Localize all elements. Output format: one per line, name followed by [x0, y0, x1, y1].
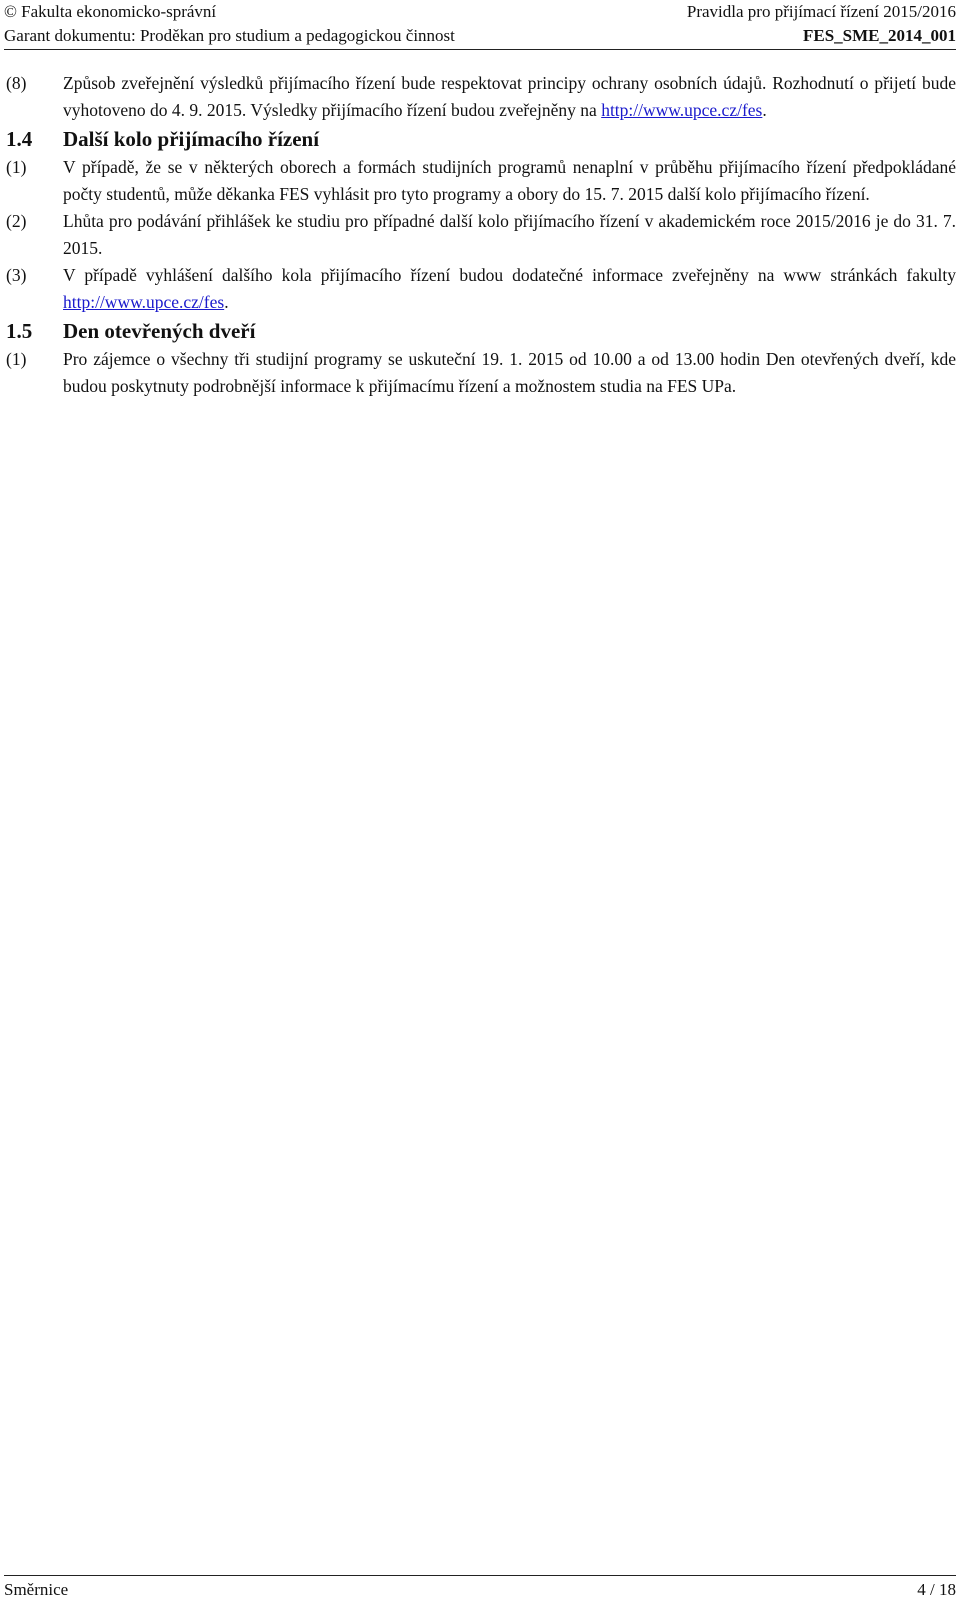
section-1-5-item-1 [6, 346, 956, 400]
header-document-title: Pravidla pro přijímací řízení 2015/2016 [686, 2, 956, 21]
section-title: Další kolo přijímacího řízení [63, 127, 320, 151]
footer-document-type: Směrnice [4, 1580, 69, 1599]
paragraph-number: (2) [6, 211, 27, 231]
header-row-2 [4, 24, 956, 48]
header-guarantor: Garant dokumentu: Proděkan pro studium a pedagogickou činnost [4, 26, 455, 45]
page-footer [4, 1575, 956, 1603]
paragraph-text-after: . [224, 292, 229, 312]
paragraph-text-before: Způsob zveřejnění výsledků přijímacího řízení bude respektovat principy ochrany osobních údajů. Rozhodnutí o přijetí bude vyhotoveno do 4. 9. 2015. Výsledky přijímacího řízení budou zveřejněny na [63, 73, 956, 120]
paragraph-number: (1) [6, 157, 27, 177]
page-header [4, 0, 956, 50]
paragraph-text [63, 70, 956, 124]
section-number: 1.4 [6, 127, 33, 151]
section-number: 1.5 [6, 319, 33, 343]
paragraph-number: (3) [6, 265, 27, 285]
page-number: 4 / 18 [917, 1580, 956, 1599]
header-document-code: FES_SME_2014_001 [802, 26, 956, 45]
section-1-4-item-3 [6, 262, 956, 316]
paragraph-text: Lhůta pro podávání přihlášek ke studiu pro případné další kolo přijímacího řízení v akademickém roce 2015/2016 je do 31. 7. 2015. [63, 211, 956, 258]
paragraph-text: V případě, že se v některých oborech a formách studijních programů nenaplní v průběhu přijímacího řízení předpokládané počty studentů, může děkanka FES vyhlásit pro tyto programy a obory do 15. 7. 2015 další kolo přijímacího řízení. [63, 157, 956, 204]
section-title: Den otevřených dveří [63, 319, 256, 343]
section-1-4-item-2 [6, 208, 956, 262]
paragraph-number: (8) [6, 73, 27, 93]
section-heading-1-5 [6, 316, 956, 346]
document-body [6, 70, 956, 400]
paragraph-text [63, 262, 956, 316]
paragraph-text-after: . [762, 100, 767, 120]
paragraph-text: Pro zájemce o všechny tři studijní programy se uskuteční 19. 1. 2015 od 10.00 a od 13.00 hodin Den otevřených dveří, kde budou poskytnuty podrobnější informace k přijímacímu řízení a možnostem studia na FES UPa. [63, 349, 956, 396]
section-heading-1-4 [6, 124, 956, 154]
fes-link[interactable]: http://www.upce.cz/fes [601, 100, 763, 120]
paragraph-text-before: V případě vyhlášení dalšího kola přijímacího řízení budou dodatečné informace zveřejněny na www stránkách fakulty [63, 265, 956, 285]
fes-link[interactable]: http://www.upce.cz/fes [63, 292, 225, 312]
section-1-4-item-1 [6, 154, 956, 208]
paragraph-number: (1) [6, 349, 27, 369]
header-row-1 [4, 0, 956, 24]
header-faculty: © Fakulta ekonomicko-správní [4, 2, 217, 21]
paragraph-8 [6, 70, 956, 124]
